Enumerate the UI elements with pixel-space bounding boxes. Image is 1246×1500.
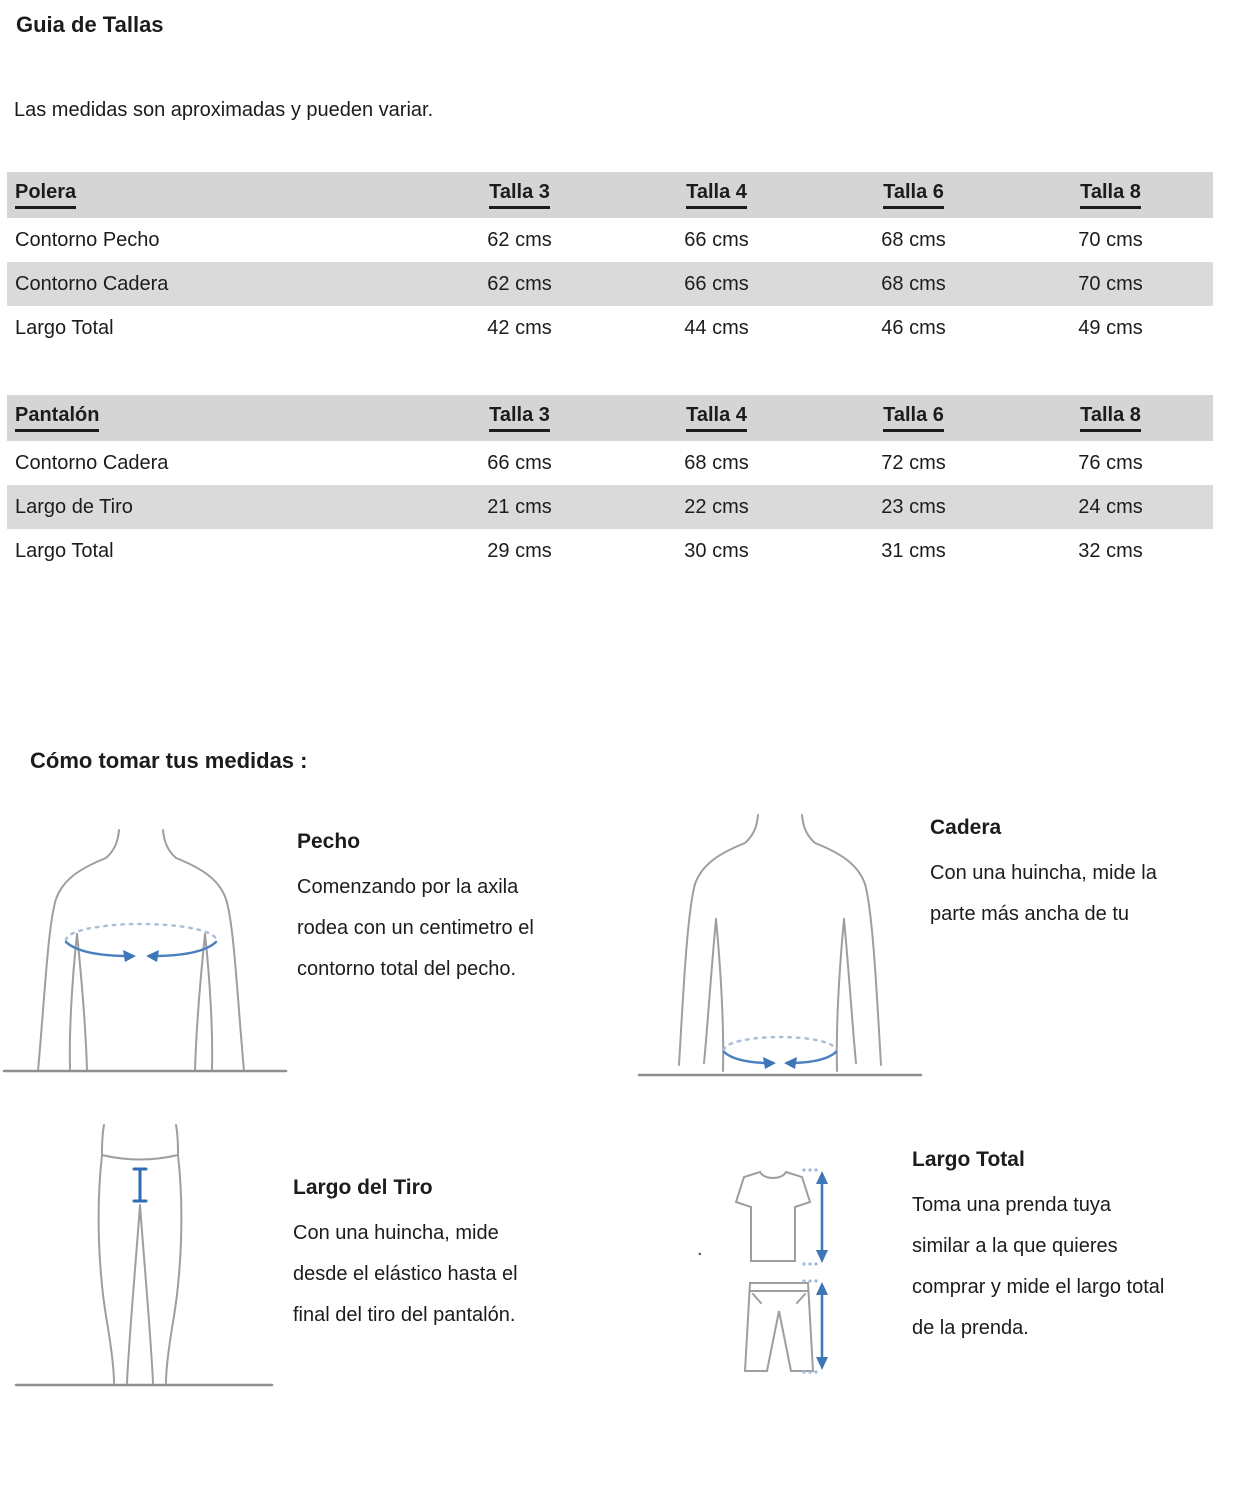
measure-value: 72 cms [881,451,946,474]
column-header-talla-4: Talla 4 [686,404,747,432]
measure-value: 49 cms [1078,316,1143,339]
column-header-cell [421,181,618,209]
column-header-talla-3: Talla 3 [489,181,550,209]
table-title-pantalon: Pantalón [15,404,99,432]
column-header-cell [421,404,618,432]
measure-value: 68 cms [881,228,946,251]
measure-value: 62 cms [487,272,552,295]
column-header-cell [815,404,1012,432]
measure-value: 24 cms [1078,495,1143,518]
row-label: Contorno Cadera [15,451,169,474]
measure-text-line: parte más ancha de tu [930,903,1130,925]
column-header-talla-3: Talla 3 [489,404,550,432]
column-header-talla-8: Talla 8 [1080,404,1141,432]
tshirt-icon [736,1172,810,1261]
table-row [7,529,1213,573]
measure-value: 32 cms [1078,539,1143,562]
table-title-cell [7,181,421,209]
torso-hip-illustration [635,813,925,1081]
howto-section-heading: Cómo tomar tus medidas : [30,748,308,773]
table-row [7,262,1213,306]
measure-value: 62 cms [487,228,552,251]
measure-title: Largo del Tiro [293,1176,433,1199]
column-header-cell [1012,181,1209,209]
largo-tiro-instruction [293,1176,518,1336]
pantalon-size-table [7,395,1213,573]
disclaimer-text: Las medidas son aproximadas y pueden variar. [14,99,434,121]
measure-title: Pecho [297,830,361,853]
measure-value: 68 cms [881,272,946,295]
table-header-row [7,172,1213,218]
table-row [7,306,1213,350]
table-row [7,218,1213,262]
table-header-row [7,395,1213,441]
tshirt-pants-length-illustration [700,1158,845,1383]
measure-text-line: final del tiro del pantalón. [293,1304,516,1326]
column-header-cell [1012,404,1209,432]
largo-total-instruction [912,1148,1164,1349]
rise-measure-line-icon [134,1169,146,1201]
measure-text-line: similar a la que quieres [912,1235,1118,1257]
row-label: Largo de Tiro [15,495,133,518]
measure-value: 29 cms [487,539,552,562]
column-header-talla-6: Talla 6 [883,404,944,432]
measure-value: 46 cms [881,316,946,339]
torso-chest-illustration [0,828,290,1076]
measure-text-line: Con una huincha, mide [293,1222,499,1244]
measure-text-line: de la prenda. [912,1317,1029,1339]
measure-text-line: contorno total del pecho. [297,958,517,980]
pants-length-arrow-icon [802,1279,828,1373]
measure-value: 66 cms [684,228,749,251]
measure-value: 66 cms [684,272,749,295]
stray-dot: . [697,1238,703,1260]
row-label: Contorno Cadera [15,272,169,295]
measure-value: 66 cms [487,451,552,474]
measure-text-line: comprar y mide el largo total [912,1276,1165,1298]
measure-value: 44 cms [684,316,749,339]
measure-value: 76 cms [1078,451,1143,474]
row-label: Largo Total [15,316,114,339]
column-header-talla-8: Talla 8 [1080,181,1141,209]
row-label: Contorno Pecho [15,228,160,251]
measure-title: Largo Total [912,1148,1025,1171]
hip-measure-tape-icon [724,1037,836,1069]
table-row [7,485,1213,529]
table-title-cell [7,404,421,432]
column-header-cell [618,404,815,432]
measure-value: 42 cms [487,316,552,339]
measure-title: Cadera [930,816,1002,839]
chest-measure-tape-icon [66,924,216,962]
column-header-cell [815,181,1012,209]
column-header-talla-4: Talla 4 [686,181,747,209]
table-title-polera: Polera [15,181,76,209]
table-row [7,441,1213,485]
measure-text-line: rodea con un centimetro el [297,917,534,939]
measure-value: 31 cms [881,539,946,562]
pants-icon [745,1283,813,1371]
measure-value: 23 cms [881,495,946,518]
legs-rise-illustration [10,1123,290,1393]
measure-value: 68 cms [684,451,749,474]
polera-size-table [7,172,1213,350]
pecho-instruction [297,830,534,990]
measure-text-line: Comenzando por la axila [297,876,519,898]
measure-value: 22 cms [684,495,749,518]
measure-text-line: Con una huincha, mide la [930,862,1157,884]
shirt-length-arrow-icon [802,1168,828,1265]
row-label: Largo Total [15,539,114,562]
measure-value: 30 cms [684,539,749,562]
measure-value: 70 cms [1078,228,1143,251]
measure-value: 70 cms [1078,272,1143,295]
page-title: Guia de Tallas [16,12,164,37]
cadera-instruction [930,816,1157,935]
column-header-cell [618,181,815,209]
measure-text-line: Toma una prenda tuya [912,1194,1112,1216]
measure-value: 21 cms [487,495,552,518]
measure-text-line: desde el elástico hasta el [293,1263,518,1285]
column-header-talla-6: Talla 6 [883,181,944,209]
